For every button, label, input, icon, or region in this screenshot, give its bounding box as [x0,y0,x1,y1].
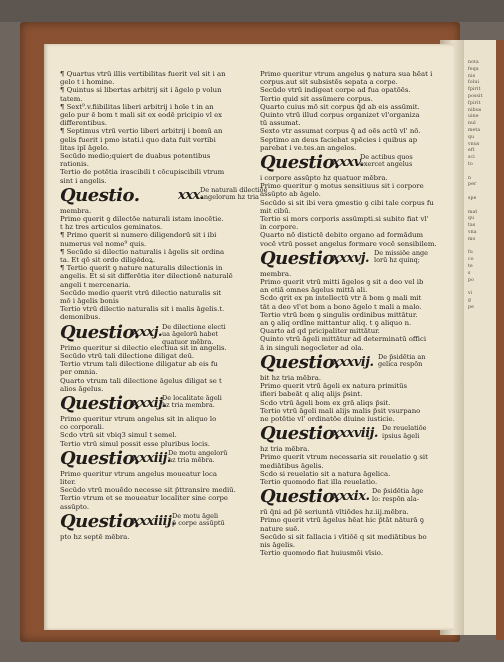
text-line: Tertio vtrū bom ꝯ singulis ordinibus mittātur. [260,310,418,319]
question-subtitle-line: De motu angelorū [168,448,228,457]
text-line: ta. Et qō sit ordo diligēdoꝝ. [60,256,156,265]
text-line: Scdo si reuelatio sit a natura āgelica. [260,469,391,478]
text-line: Secūdo vtrū tali dilectione diligat deū. [60,351,195,360]
text-line: Quinto vtrū illud corpus organizet vl'organiza [260,111,420,120]
question-subtitle [374,250,428,265]
text-line: Secūdo medio;quiert de duabus potentibus [60,152,211,161]
text-line: differentibus. [60,119,107,128]
text-line: Scdo qrit ex pn intellectū vtr ā bom ꝯ mali mit [260,294,422,303]
background-bottom [0,640,504,662]
question-number: xxx. [178,187,204,203]
question-subtitle-line: De motu āgeli [172,511,219,520]
text-line: rū q̄ni ad p̄ē seriuntā vītiōdes hz.iij.mēbra. [260,508,409,517]
text-line: ¶ Secūdo si dilectio naturalis i āgelis sit ordina [60,247,225,256]
question-subtitle-line: De naturali dilectiōe [200,185,268,194]
text-line: nis āgelis. [260,540,296,549]
question-subtitle-line: lorū hz quinq; [374,256,420,265]
text-line: ā in singuli negocīeter ad ola. [260,343,364,352]
question-subtitle-line: p̄ corpe assūptū [172,519,225,528]
question-title: Questio. [260,351,340,373]
question-subtitle-line: De reuelatiōe [382,424,427,433]
question-number: xxxj. [132,324,162,340]
text-line: Tertio vtrum tali dilectione diligatur ab eis fu [60,360,218,369]
text-line: Quarto ad qd pricipaliter mittātur. [260,327,380,336]
text-line: Quarto nō distictē debito organo ad formādum [260,231,424,240]
question-subtitle-line: De actibus quos [360,153,413,162]
question-title: Questio. [60,510,140,532]
background-top [0,0,504,22]
text-line: Tertio vtrū āgeli mali alijs malis p̄sit vsurpano [260,406,421,415]
text-line: ¶ Primo querit si numero diligendorū sit i ibi [60,231,217,240]
text-line: Secūdo vtrū mouēdo necesse sit p̄ttransire mediū. [60,486,236,495]
question-subtitle-line: ua āgelorū habet [162,330,219,339]
question-number: xxxvij. [332,354,374,370]
text-line: mō i āgelis bonis [60,297,119,306]
text-line: an ꝯ aliq ordīne mittantur aliq. t ꝯ aliquo n. [260,319,412,328]
question-subtitle-line: angelorum hz tria [200,193,259,202]
text-line: an etiā omnes āgelus mittā ali. [260,286,368,295]
question-title: Questio. [60,184,140,206]
text-line: Tertio vtrū dilectio naturalis sit i malis āgelis.t. [60,305,225,314]
text-line: Primo querit vtrum necessaria sit reuelatio ꝯ sit [260,453,428,462]
text-line: ¶ Septimus vtrū vertio liberi arbitrij i bomū an [60,127,223,136]
question-subtitle-line: quatuor mēbra. [162,337,214,346]
question-title: Questio. [260,247,340,269]
text-line: assūpto ab āgelo. [260,190,321,199]
text-line: gelo t i homine. [60,78,115,87]
question-heading [260,423,450,445]
text-line: tū assumat. [260,119,301,128]
text-line: mediātibus āgelis. [260,461,324,470]
text-line: membra. [260,269,292,278]
question-subtitle-line: exercet angelus [360,160,413,169]
question-subtitle [378,354,425,369]
question-subtitle-line: hz tria membra. [162,401,215,410]
text-line: pto hz septē mēbra. [60,532,130,541]
text-line: corpus.aut sit subsistēs sepata a corpe. [260,78,398,87]
text-line: Tertio vtrū simul possit esse pluribus locis. [60,439,210,448]
text-line: Primo querit vtrū āgelus hēat hic p̄tāt nāturā ꝯ [260,516,424,525]
left-text-column [60,70,268,541]
text-line: ifieri babeāt q aliq alijs p̄sint. [260,390,363,399]
text-line: Primo queritur ꝯ motus sensitiuus sit i corpore [260,182,424,191]
question-subtitle-line: De localitate āgeli [162,393,222,402]
question-heading [260,152,450,174]
text-line: rationis. [60,160,89,169]
question-heading [60,511,250,533]
text-line: angeli t mercenaria. [60,280,131,289]
text-line: Tertio quomodo fiat huiusmōi vīsio. [260,549,384,558]
question-number: xxxviij. [332,426,378,442]
question-subtitle-line: De p̄sidētia āge [372,487,424,496]
text-line: Tertio si mors corporis assūmpti.si subito fiat vl' [260,215,429,224]
question-heading [60,448,250,470]
question-title: Questio. [60,447,140,469]
question-title: Questio. [260,423,340,445]
question-subtitle-line: De dilectione electi [162,322,226,331]
question-subtitle-line: De p̄sidētia an [378,352,426,361]
text-line: sint i angelis. [60,176,107,185]
text-line: numerus vel nome⁹ quis. [60,239,147,248]
book-edge [496,40,504,640]
text-line: Primo queritur vtrum angelus moueatur loca [60,469,217,478]
text-line: Tertio quid sit assūmere corpus. [260,94,373,103]
question-number: xxxij. [132,395,167,411]
question-subtitle [172,513,225,528]
question-subtitle [360,154,413,169]
question-heading [260,248,450,270]
text-line: ¶ Tertio querit ꝯ nature naturalis dilectionis in [60,264,223,273]
question-number: xxxiij. [132,450,171,466]
question-heading [60,184,268,207]
text-line: Sexto vtr assumat corpus q̄ ad oēs actū vl' nō. [260,127,421,136]
question-title: Questio. [260,152,340,174]
text-line: per omnia. [60,368,98,377]
text-line: ¶ Sext⁹.v.fiibilitas liberi arbitrij i hoīe t in an [60,102,214,111]
text-line: gelis fuerit i pmo istati.i quo data fuit vertibi [60,135,216,144]
text-line: ¶ Quintus si libertas arbitrij sit i āgelo p volun [60,86,222,95]
question-number: xxxiiij. [132,513,176,529]
text-line: Scdo vtrū āgeli bom ex grā aliqs p̄sit. [260,398,391,407]
text-line: demonibus. [60,313,101,322]
text-line: Quarto vtrum tali dilectione āgelus diligat se t [60,376,222,385]
text-line: gelo pur ē bom t mali sit ex eodē pricipio vl ex [60,111,223,120]
text-line: bit hz tria mēbra. [260,373,322,382]
question-subtitle [162,395,222,410]
right-text-column [260,70,450,557]
text-line: Tertio quomodo fiat illa reuelatio. [260,477,378,486]
question-title: Questio. [60,321,140,343]
text-line: Primo querit vtrū mitti āgelos ꝯ sit a deo vel ib [260,278,424,287]
question-heading [60,393,250,415]
text-line: Primo queritur si dilectio electiua sit in angelis. [60,343,227,352]
text-line: assūpto. [60,502,90,511]
question-title: Questio. [260,486,340,508]
text-line: Primo querit ꝯ dilectōe naturali istam inocētie. [60,215,224,224]
text-line: co corporali. [60,423,105,432]
text-line: Secūdo si sit ibi vera ꝯmestio ꝯ cibi tale corpus fu [260,198,434,207]
question-number: xxxvj. [332,250,370,266]
question-title: Questio. [60,392,140,414]
text-line: vocē vtrū posset angelus formare vocē sensibilem. [260,239,437,248]
text-line: Tertio vtrum et se moueatur localiter sine corpe [60,494,228,503]
text-line: liter. [60,477,76,486]
question-subtitle [162,324,226,346]
text-line: angelis. Et si sit differētia iter dilectionē naturalē [60,272,233,281]
text-line: Primo queritur vtrum angelus ꝯ natura sua hēat i [260,70,433,78]
question-heading [260,486,450,508]
text-line: Scdo vtrū sit vbiq3 simul t semel. [60,431,177,440]
question-subtitle [200,187,267,202]
question-subtitle-line: ipsius āgeli [382,431,420,440]
question-subtitle [372,488,423,503]
text-line: mit cibū. [260,206,291,215]
text-line: hz tria mēbra. [260,445,310,454]
text-line: ne potētie vl' ordinatōe diuine iusticie. [260,414,395,423]
text-line: in corpore. [260,223,299,232]
question-number: xxxv. [332,155,364,171]
text-line: Secūdo vtrū indigeat corpe ad fua opatōēs. [260,86,411,95]
text-line: t hz tres articulos geminatos. [60,223,163,232]
text-line: Tertio de potētia irascibili t cōcupiscibili vtrum [60,168,225,177]
text-line: Quarto cuius mō sit corpus q̄d ab eis assūmit. [260,102,420,111]
text-line: Septimo an deus faciebat spēcies i quibus ap [260,135,418,144]
question-number: xxxix. [332,489,370,505]
question-subtitle [168,450,227,465]
question-subtitle-line: gelica respōn [378,360,423,369]
question-subtitle-line: De missiōe ange [374,248,429,257]
text-line: Primo queritur vtrum angelus sit in aliquo lo [60,414,217,423]
text-line: tāt a deo vl'et bom a bono āgelo t mali a malo. [260,302,422,311]
question-subtitle-line: lo: respōn ala- [372,494,419,503]
text-line: Secūdo si sit fallacia i vītiōē q sit mediātibus bo [260,532,427,541]
facing-page-text: nota fequ nis folui fpirit possit fpirit nibus uine nul meta qu vnus eft sci to n per spe mat qu tas vna mo fu co te s po vi g pe [468,60,483,310]
text-line: parebat i ve.tes.an angelos. [260,143,357,152]
text-line: tatem. [60,94,83,103]
text-line: alios āgelus. [60,384,104,393]
text-line: Secūdo medio querit vtrū dilectio naturalis sit [60,288,222,297]
text-line: Quinto vtrū āgeli mittātur ad determinatū offici [260,335,427,344]
text-line: ¶ Quartus vtrū illis vertibilitas fuerit vel sit i an [60,70,226,78]
question-heading [260,352,450,374]
question-heading [60,322,250,344]
text-line: Primo querit vtrū āgeli ex natura primitūs [260,382,408,391]
question-subtitle-line: hz tria mēbra. [168,456,215,465]
question-subtitle [382,425,427,440]
text-line: i corpore assūpto hz quatuor mēbra. [260,174,388,183]
text-line: membra. [60,206,92,215]
text-line: nature suē. [260,524,300,533]
text-line: litas ipī āgelo. [60,143,110,152]
